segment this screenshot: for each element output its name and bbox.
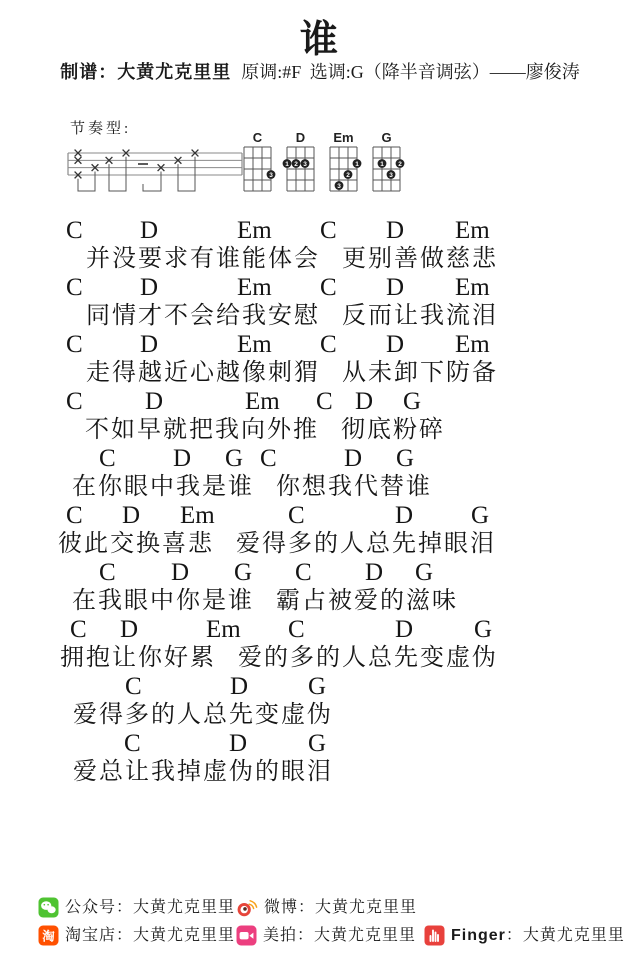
chord-symbol: C — [66, 502, 83, 529]
weibo-icon — [236, 897, 258, 918]
chord-symbol: G — [396, 445, 415, 472]
chord-symbol: C — [66, 217, 83, 244]
lyric-text: 爱总让我掉虚伪的眼泪 — [73, 759, 333, 785]
chord-symbol: C — [288, 502, 305, 529]
footer-label: 微博：大黄尤克里里 — [264, 899, 418, 916]
chord-symbol: C — [99, 559, 116, 586]
chord-symbol: C — [99, 445, 116, 472]
chord-symbol: D — [140, 274, 159, 301]
chord-symbol: Em — [455, 274, 490, 301]
chord-symbol: C — [288, 616, 305, 643]
footer-label: 公众号：大黄尤克里里 — [65, 899, 236, 916]
arranger-credit: 制谱：大黄尤克里里 — [60, 62, 232, 82]
chord-symbol: D — [344, 445, 363, 472]
finger-icon — [424, 925, 445, 946]
chord-symbol: D — [230, 673, 249, 700]
chord-symbol: D — [140, 331, 159, 358]
chord-symbol: D — [171, 559, 190, 586]
chord-symbol: C — [320, 217, 337, 244]
chord-symbol: G — [234, 559, 253, 586]
chord-symbol: D — [395, 616, 414, 643]
chord-symbol: G — [403, 388, 422, 415]
chord-name: Em — [333, 130, 354, 145]
finger-number: 1 — [355, 160, 359, 168]
footer-label: 美拍：大黄尤克里里 — [263, 927, 417, 944]
finger-number: 2 — [398, 160, 402, 168]
footer-item-weibo — [236, 897, 417, 918]
wechat-icon — [38, 897, 59, 918]
lyric-text: 走得越近心越像刺猬 从未卸下防备 — [86, 360, 498, 386]
finger-number: 3 — [303, 160, 307, 168]
chord-symbol: D — [145, 388, 164, 415]
chord-symbol: C — [320, 331, 337, 358]
chord-name: D — [295, 130, 306, 145]
chord-symbol: C — [66, 331, 83, 358]
chord-symbol: D — [122, 502, 141, 529]
chord-symbol: C — [125, 673, 142, 700]
footer-item-wechat — [38, 897, 235, 918]
chord-symbol: Em — [455, 217, 490, 244]
chord-symbol: C — [320, 274, 337, 301]
meipai-icon — [236, 925, 257, 946]
chord-symbol: C — [66, 388, 83, 415]
lyric-text: 不如早就把我向外推 彻底粉碎 — [85, 417, 445, 443]
finger-number: 2 — [294, 160, 298, 168]
lyric-text: 在你眼中我是谁 你想我代替谁 — [72, 474, 432, 500]
taobao-icon — [38, 925, 59, 946]
chord-symbol: C — [66, 274, 83, 301]
footer-item-taobao — [38, 925, 235, 946]
finger-number: 3 — [337, 182, 341, 190]
key-info: 原调:#F 选调:G（降半音调弦）——廖俊涛 — [241, 62, 580, 82]
lyric-text: 彼此交换喜悲 爱得多的人总先掉眼泪 — [58, 531, 496, 557]
footer-brand-name: Finger — [451, 927, 506, 944]
chord-name: G — [381, 130, 392, 145]
chord-symbol: D — [229, 730, 248, 757]
chord-symbol: D — [355, 388, 374, 415]
finger-number: 3 — [389, 171, 393, 179]
lyric-text: 在我眼中你是谁 霸占被爱的滋味 — [72, 588, 458, 614]
chord-symbol: Em — [206, 616, 241, 643]
chord-symbol: D — [395, 502, 414, 529]
footer-item-meipai — [236, 925, 416, 946]
chord-symbol: G — [471, 502, 490, 529]
chord-symbol: Em — [237, 331, 272, 358]
chord-symbol: Em — [180, 502, 215, 529]
chord-symbol: G — [415, 559, 434, 586]
chord-symbol: G — [308, 730, 327, 757]
chord-symbol: D — [173, 445, 192, 472]
chord-symbol: C — [295, 559, 312, 586]
finger-number: 1 — [380, 160, 384, 168]
footer-item-finger — [424, 925, 625, 946]
chord-symbol: D — [120, 616, 139, 643]
chord-symbol: D — [386, 274, 405, 301]
lyric-text: 拥抱让你好累 爱的多的人总先变虚伪 — [60, 645, 498, 671]
chord-name: C — [252, 130, 263, 145]
chord-symbol: D — [365, 559, 384, 586]
chord-symbol: D — [386, 217, 405, 244]
chord-symbol: C — [70, 616, 87, 643]
chord-symbol: Em — [237, 274, 272, 301]
chord-symbol: Em — [245, 388, 280, 415]
chord-symbol: C — [124, 730, 141, 757]
finger-number: 3 — [269, 171, 273, 179]
svg-text:淘: 淘 — [42, 929, 55, 944]
song-title: 谁 — [299, 19, 340, 61]
chord-symbol: G — [474, 616, 493, 643]
chord-symbol: C — [260, 445, 277, 472]
chord-symbol: C — [316, 388, 333, 415]
finger-number: 1 — [285, 160, 289, 168]
finger-number: 2 — [346, 171, 350, 179]
chord-symbol: G — [308, 673, 327, 700]
chord-symbol: D — [140, 217, 159, 244]
chord-symbol: Em — [455, 331, 490, 358]
chord-symbol: D — [386, 331, 405, 358]
chord-symbol: Em — [237, 217, 272, 244]
rhythm-pattern-label: 节奏型: — [70, 121, 132, 137]
lyric-text: 同情才不会给我安慰 反而让我流泪 — [86, 303, 498, 329]
chord-symbol: G — [225, 445, 244, 472]
footer-label: 淘宝店：大黄尤克里里 — [65, 927, 236, 944]
footer-label: Finger：大黄尤克里里 — [451, 927, 625, 944]
lyric-text: 并没要求有谁能体会 更别善做慈悲 — [86, 246, 498, 272]
lyric-text: 爱得多的人总先变虚伪 — [73, 702, 333, 728]
